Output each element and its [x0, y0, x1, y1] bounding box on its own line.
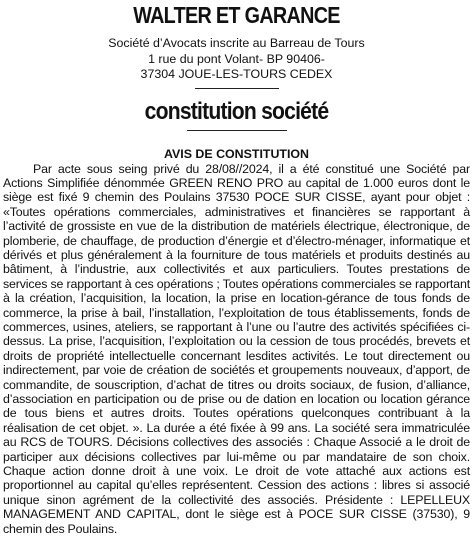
section-heading: constitution société: [144, 97, 329, 125]
firm-street-line: 1 rue du pont Volant- BP 90406-: [148, 51, 325, 66]
notice-title: AVIS DE CONSTITUTION: [163, 146, 310, 161]
firm-address-block: [3, 36, 470, 83]
notice-body: Par acte sous seing privé du 28/08//2024, il a été constitué une Société par Actions Simplifiée dénommée GREEN RENO PRO au capital de 1.000 euros dont le siège est fixé 9 chemin des Poulains 37530 POCE SUR CISSE, ayant pour objet : «Toutes opérations commerciales, administratives et financières se rapportant à l’activité de grossiste en vue de la distribution de matériels électrique, électronique, de plomberie, de chauffage, de production d’énergie et d’électro-ménager, informatique et dérivés et plus généralement à la fourniture de tous matériels et produits destinés au bâtiment, à l’industrie, aux collectivités et aux particuliers. Toutes prestations de services se rapportant à ces opérations ; Toutes opérations commerciales se rapportant à la création, l’acquisition, la location, la prise en location-gérance de tous fonds de commerce, la prise à bail, l’installation, l’exploitation de tous établissements, fonds de commerces, usines, ateliers, se rapportant à l’une ou l’autre des activités spécifiées ci-dessus. La prise, l’acquisition, l’exploitation ou la cession de tous procédés, brevets et droits de propriété intellectuelle concernant lesdites activités. Le tout directement ou indirectement, par voie de création de sociétés et groupements nouveaux, d’apport, de commandite, de souscription, d’achat de titres ou droits sociaux, de fusion, d’alliance, d’association en participation ou de prise ou de dation en location ou location gérance de tous biens et autres droits. Toutes opérations quelconques contribuant à la réalisation de cet objet. ». La durée a été fixée à 99 ans. La société sera immatriculée au RCS de TOURS. Décisions collectives des associés : Chaque Associé a le droit de participer aux décisions collectives par lui-même ou par mandataire de son choix. Chaque action donne droit à une voix. Le droit de vote attaché aux actions est proportionnel au capital qu’elles représentent. Cession des actions : libres si associé unique sinon agrément de la collectivité des associés. Présidente : LEPELLEUX MANAGEMENT AND CAPITAL, dont le siège est à POCE SUR CISSE (37530), 9 chemin des Poulains.: [3, 161, 470, 536]
heading-underline: [187, 130, 287, 131]
firm-name: WALTER ET GARANCE: [133, 2, 340, 28]
divider-rule: [195, 88, 279, 89]
firm-city-line: 37304 JOUE-LES-TOURS CEDEX: [140, 67, 333, 81]
firm-bar-line: Société d’Avocats inscrite au Barreau de Tours: [108, 36, 365, 50]
